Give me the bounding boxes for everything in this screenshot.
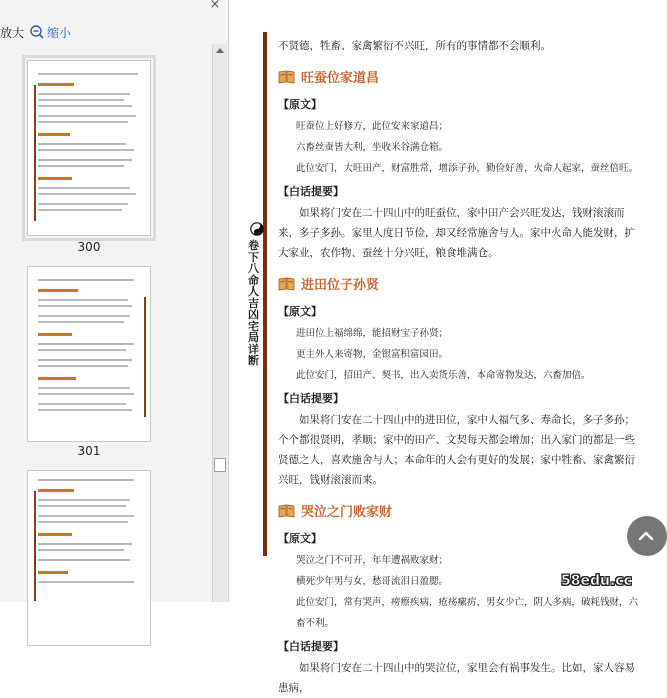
book-icon — [278, 276, 295, 291]
thumbnail-page-number: 301 — [77, 444, 101, 458]
section-heading — [278, 267, 638, 299]
original-text-tag: 【原文】 — [278, 305, 322, 318]
chevron-up-icon — [638, 528, 654, 544]
explanation-tag: 【白话提要】 — [278, 185, 344, 198]
yin-yang-icon — [250, 222, 264, 236]
original-text-line: 六畜丝蚕皆大利，坐收米谷满仓箱。 — [296, 142, 449, 153]
site-watermark: 58edu.cc — [561, 573, 632, 589]
explanation-paragraph: 如果将门安在二十四山中的旺蚕位，家中田产会兴旺发达，钱财滚滚而来，多子多孙。家里人度日节俭，却又经常施舍与人。家中火命人能发财，扩大家业，农作物、蚕丝十分兴旺，粮食堆满仓。 — [278, 207, 635, 259]
section-heading — [278, 60, 638, 92]
section-title: 进田位子孙贤 — [301, 277, 380, 293]
section-heading — [278, 494, 638, 526]
explanation-tag: 【白话提要】 — [278, 392, 344, 405]
original-text-line: 横死少年男与女，愁哥流泪日盈腮。 — [296, 576, 449, 587]
original-text-line: 更主外人来寄物，金银富积富园田。 — [296, 349, 449, 360]
explanation-paragraph: 如果将门安在二十四山中的哭泣位，家里会有祸事发生。比如，家人容易患病， — [278, 662, 635, 694]
book-icon — [278, 69, 295, 84]
explanation-paragraph: 如果将门安在二十四山中的进田位，家中人福气多、寿命长，多子多孙；个个都很贤明，孝顺；家中的田产、文契每天都会增加；出入家门的都是一些贤德之人，喜欢施舍与人；本命年的人会有更好的发展；家中牲畜、家禽繁衍兴旺，钱财滚滚而来。 — [278, 414, 635, 486]
thumbnail-toolbar — [0, 20, 210, 44]
original-text-line: 旺蚕位上好修方，此位安来家道昌； — [296, 121, 449, 132]
page-thumbnail[interactable] — [27, 60, 151, 236]
original-text-tag: 【原文】 — [278, 98, 322, 111]
intro-paragraph: 不贤德，牲畜、家禽繁衍不兴旺，所有的事情都不会顺利。 — [278, 40, 551, 52]
page-content — [278, 36, 638, 698]
original-text-line: 此位安门，大旺田产，财富胜常，增添子孙，勤俭好善，火命人起家，蚕丝倍旺。 — [296, 163, 639, 174]
explanation-tag: 【白话提要】 — [278, 640, 344, 653]
document-page — [230, 0, 653, 694]
thumbnail-scrollbar[interactable] — [212, 44, 227, 602]
original-text-line: 进田位上福绵绵，能招财宝子孙贤； — [296, 328, 449, 339]
original-text-tag: 【原文】 — [278, 532, 322, 545]
thumbnail-panel — [0, 0, 229, 602]
scrollbar-thumb[interactable] — [214, 458, 226, 472]
original-text-line: 此位安门，常有哭声，痨瘵疾病，疮疡瘰疠，男女少亡，阴人多病，破耗钱财，六畜不利。 — [296, 597, 639, 629]
thumbnail-page-number: 300 — [77, 240, 101, 254]
scroll-to-top-button[interactable] — [627, 516, 667, 556]
zoom-in-button[interactable] — [0, 24, 24, 41]
original-text-line: 此位安门，招田产、契书，出入卖货乐善，本命寄物发达，六畜加倍。 — [296, 370, 591, 381]
section-title: 旺蚕位家道昌 — [301, 70, 380, 86]
chapter-side-title: 卷下 八命人吉凶宅局详断 — [248, 239, 259, 367]
zoom-out-icon — [30, 25, 44, 39]
zoom-in-label: 放大 — [0, 25, 25, 40]
section-title: 哭泣之门败家财 — [301, 504, 393, 520]
page-thumbnail[interactable] — [27, 470, 151, 646]
zoom-out-button[interactable] — [30, 24, 71, 41]
book-icon — [278, 503, 295, 518]
close-icon[interactable]: × — [209, 0, 221, 12]
scroll-up-arrow-icon[interactable] — [216, 48, 224, 53]
zoom-out-label: 缩小 — [47, 25, 72, 40]
original-text-line: 哭泣之门不可开，年年遭祸败家财； — [296, 555, 449, 566]
page-thumbnail[interactable] — [27, 266, 151, 442]
